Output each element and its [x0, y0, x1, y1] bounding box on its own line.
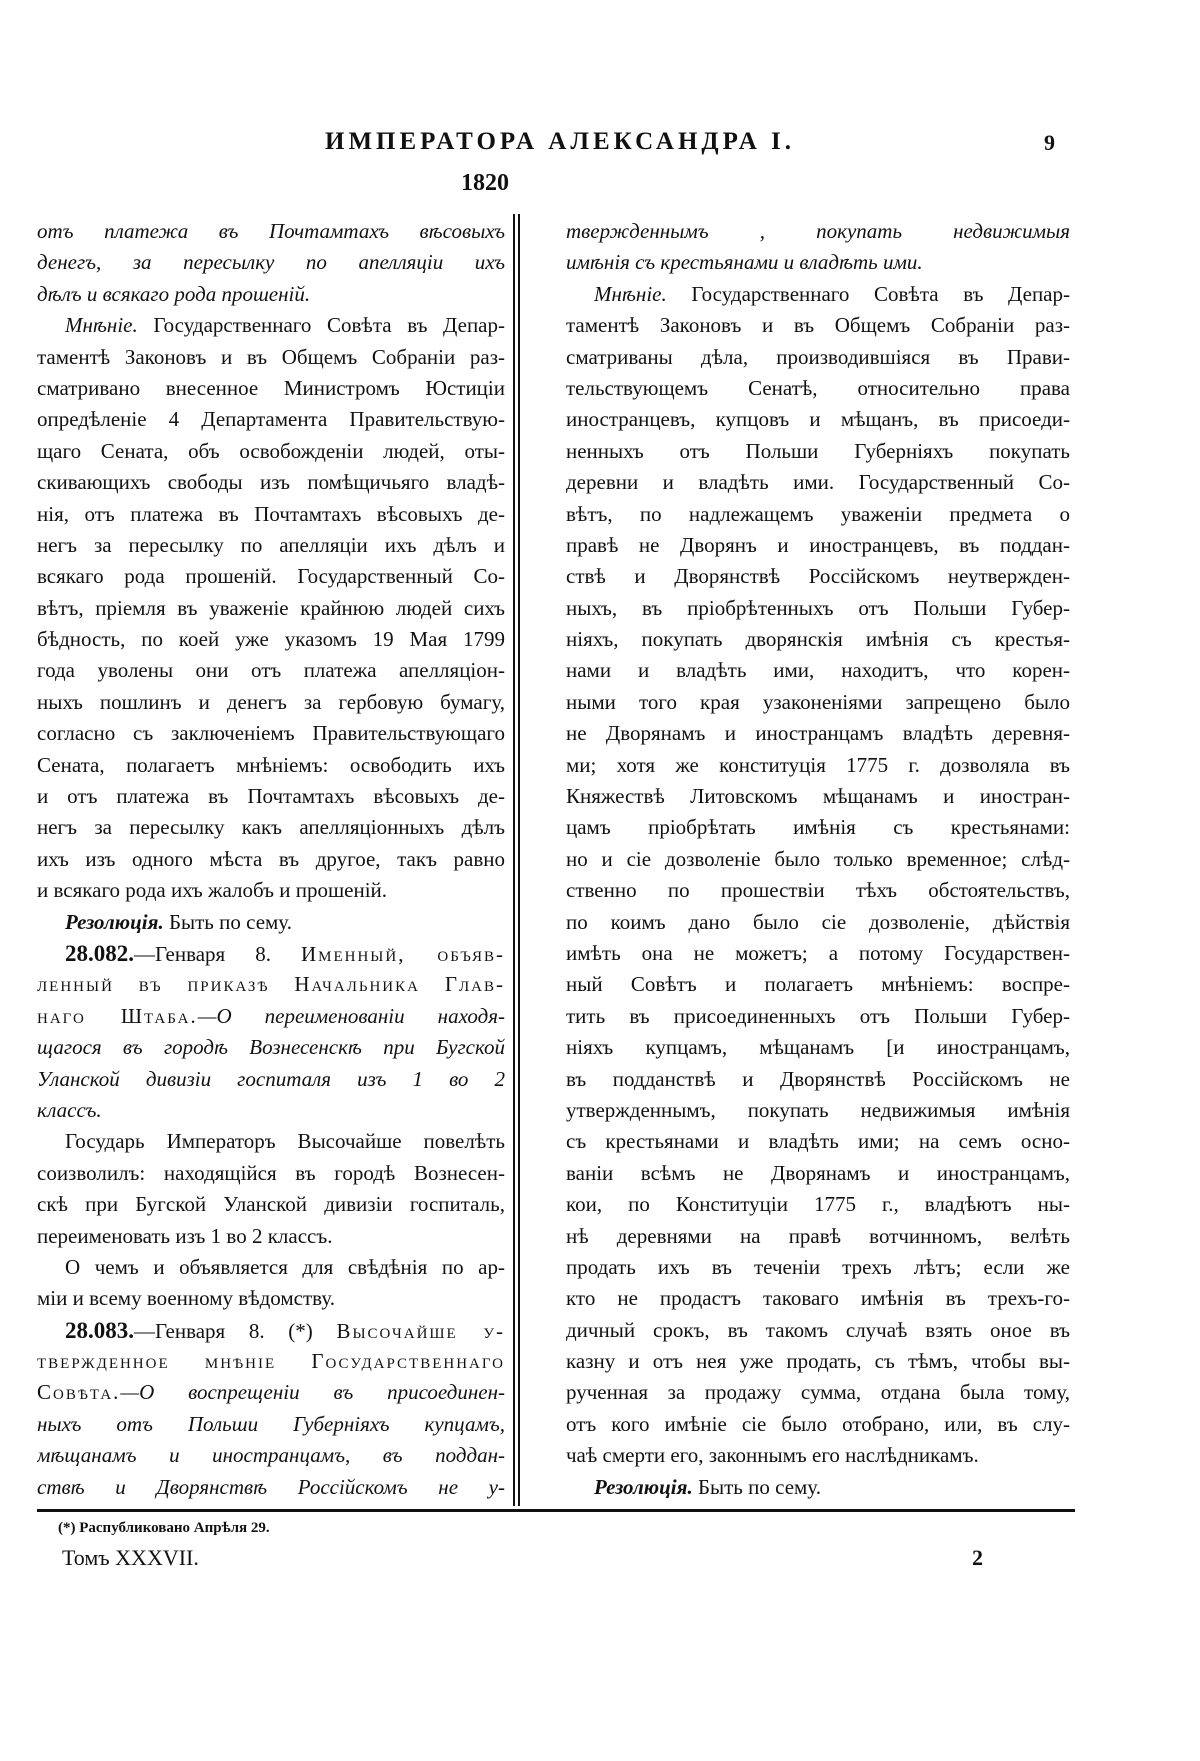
text-line	[566, 342, 1070, 373]
text-line	[566, 1126, 1070, 1157]
text-segment: таментѣ Законовъ и въ Общемъ Собраніи раз-	[566, 313, 1070, 338]
text-line	[37, 342, 505, 373]
text-segment: О чемъ и объявляется для свѣдѣнія по ар-	[65, 1254, 505, 1279]
text-segment: ми; хотя же конституція 1775 г. дозволяла въ	[566, 752, 1070, 777]
text-segment: Государственнаго Совѣта въ Депар-	[137, 313, 505, 338]
text-segment: имѣть она не можетъ; а потому Государствен-	[566, 940, 1070, 965]
text-line	[37, 624, 505, 655]
text-line	[37, 279, 505, 310]
text-segment: года уволены они отъ платежа апелляціон-	[37, 658, 505, 683]
text-line	[37, 1409, 505, 1440]
column-divider	[518, 214, 520, 1506]
year-heading: 1820	[461, 170, 509, 196]
text-segment: ваніи всѣмъ не Дворянамъ и иностранцамъ,	[566, 1160, 1070, 1185]
text-segment: денегъ, за пересылку по апелляціи ихъ	[37, 250, 505, 275]
text-segment: Высочайше у-	[336, 1318, 505, 1343]
text-line	[566, 1001, 1070, 1032]
text-segment: дичный срокъ, въ такомъ случаѣ взять оное въ	[566, 1317, 1070, 1342]
running-head-title: ИМПЕРАТОРА АЛЕКСАНДРА I.	[325, 128, 795, 155]
text-segment: скѣ при Бугской Уланской дивизіи госпиталь,	[37, 1192, 505, 1217]
text-line	[37, 1032, 505, 1063]
text-segment: Совѣта.	[37, 1380, 121, 1405]
text-segment: —Генваря 8. (*)	[134, 1318, 337, 1343]
text-line	[566, 1283, 1070, 1314]
text-line	[37, 1377, 505, 1408]
text-line	[566, 750, 1070, 781]
text-segment: опредѣленіе 4 Департамента Правительствую-	[37, 407, 505, 432]
text-line	[37, 499, 505, 530]
text-line	[566, 1158, 1070, 1189]
text-segment: Уланской дивизіи госпиталя изъ 1 во 2	[37, 1066, 505, 1091]
text-segment: ихъ изъ одного мѣста въ другое, такъ равно	[37, 846, 505, 871]
text-line	[566, 1095, 1070, 1126]
text-line	[37, 1252, 505, 1283]
text-line	[566, 1346, 1070, 1377]
text-segment: вѣтъ, пріемля въ уваженіе крайнюю людей сихъ	[37, 595, 505, 620]
text-line	[37, 844, 505, 875]
text-segment: ный Совѣтъ и полагаетъ мнѣніемъ: воспре-	[566, 972, 1070, 997]
column-divider	[513, 214, 515, 1506]
text-segment: ствѣ и Дворянствѣ Россійскомъ не у-	[37, 1474, 505, 1499]
text-segment: продать ихъ въ теченіи трехъ лѣтъ; если же	[566, 1254, 1070, 1279]
text-segment: щаго Сената, объ освобожденіи людей, оты-	[37, 438, 505, 463]
text-line	[37, 1315, 505, 1346]
text-line	[37, 1001, 505, 1032]
text-line	[566, 561, 1070, 592]
text-segment: по коимъ дано было сіе дозволеніе, дѣйствія	[566, 909, 1070, 934]
text-segment: рученная за продажу сумма, отдана была тому,	[566, 1380, 1070, 1405]
text-segment: —О воспрещеніи въ присоединен-	[120, 1380, 505, 1405]
text-line	[37, 1189, 505, 1220]
text-segment: но и сіе дозволеніе было только временное; слѣд-	[566, 846, 1070, 871]
text-segment: отъ кого имѣніе сіе было отобрано, или, въ слу-	[566, 1411, 1070, 1436]
text-segment: тельствующемъ Сенатѣ, относительно права	[566, 375, 1070, 400]
text-line	[566, 969, 1070, 1000]
text-segment: нѣ деревнями на правѣ вотчинномъ, велѣть	[566, 1223, 1070, 1248]
text-line	[37, 875, 505, 906]
text-line	[37, 907, 505, 938]
text-segment: ныхъ пошлинъ и денегъ за гербовую бумагу,	[37, 689, 505, 714]
text-line	[566, 812, 1070, 843]
text-line	[566, 247, 1070, 278]
text-segment: Резолюція.	[65, 909, 164, 934]
text-line	[37, 718, 505, 749]
text-line	[37, 436, 505, 467]
text-segment: цамъ пріобрѣтать имѣнія съ крестьянами:	[566, 815, 1070, 840]
text-segment: утвержденнымъ, покупать недвижимыя имѣнія	[566, 1097, 1070, 1122]
text-line	[566, 373, 1070, 404]
text-line	[566, 216, 1070, 247]
text-segment: 28.082.	[65, 940, 134, 966]
text-line	[566, 1377, 1070, 1408]
text-segment: —О переименованіи находя-	[197, 1003, 505, 1028]
text-line	[566, 1189, 1070, 1220]
text-line	[37, 655, 505, 686]
text-segment: тить въ присоединенныхъ отъ Польши Губер-	[566, 1003, 1070, 1028]
text-segment: Быть по сему.	[692, 1474, 821, 1499]
text-line	[566, 1440, 1070, 1471]
text-line	[37, 781, 505, 812]
text-line	[37, 467, 505, 498]
text-line	[566, 436, 1070, 467]
text-segment: нія, отъ платежа въ Почтамтахъ вѣсовыхъ де-	[37, 501, 505, 526]
text-line	[37, 373, 505, 404]
text-segment: нами и владѣть ими, находитъ, что корен-	[566, 658, 1070, 683]
text-line	[566, 844, 1070, 875]
text-line	[37, 561, 505, 592]
text-line	[37, 1283, 505, 1314]
text-segment: Мнѣніе.	[594, 281, 667, 306]
text-line	[37, 938, 505, 969]
text-line	[566, 593, 1070, 624]
text-segment: ными того края узаконеніями запрещено было	[566, 689, 1070, 714]
text-segment: Резолюція.	[594, 1474, 693, 1499]
text-segment: 28.083.	[65, 1317, 134, 1343]
text-segment: въ подданствѣ и Дворянствѣ Россійскомъ не	[566, 1066, 1070, 1091]
text-segment: согласно съ заключеніемъ Правительствующаго	[37, 721, 505, 746]
text-line	[37, 404, 505, 435]
text-line	[566, 310, 1070, 341]
text-line	[566, 1064, 1070, 1095]
text-segment: ненныхъ отъ Польши Губерніяхъ покупать	[566, 438, 1070, 463]
text-line	[37, 1064, 505, 1095]
text-line	[37, 310, 505, 341]
text-segment: Княжествѣ Литовскомъ мѣщанамъ и иностран-	[566, 784, 1070, 809]
text-segment: ленный въ приказѣ Начальника Глав-	[37, 972, 505, 997]
text-segment: Государь Императоръ Высочайше повелѣть	[65, 1129, 505, 1154]
text-segment: не Дворянамъ и иностранцамъ владѣть деревня-	[566, 721, 1070, 746]
text-segment: скивающихъ свободы изъ помѣщичьяго владѣ-	[37, 470, 505, 495]
text-line	[566, 624, 1070, 655]
text-segment: иностранцевъ, купцовъ и мѣщанъ, въ присоеди-	[566, 407, 1070, 432]
text-line	[566, 1472, 1070, 1503]
right-column	[566, 216, 1070, 1503]
text-segment: негъ за пересылку какъ апелляціонныхъ дѣлъ	[37, 815, 505, 840]
text-segment: ніяхъ купцамъ, мѣщанамъ [и иностранцамъ,	[566, 1035, 1070, 1060]
left-column	[37, 216, 505, 1503]
text-line	[566, 907, 1070, 938]
text-line	[566, 1315, 1070, 1346]
text-line	[566, 279, 1070, 310]
text-segment: отъ платежа въ Почтамтахъ вѣсовыхъ	[37, 219, 505, 243]
text-segment: Мнѣніе.	[65, 313, 138, 338]
text-line	[566, 1221, 1070, 1252]
text-segment: твержденнымъ , покупать недвижимыя	[566, 219, 1070, 243]
text-segment: правѣ не Дворянъ и иностранцевъ, въ поддан-	[566, 532, 1070, 557]
text-segment: дѣлъ и всякаго рода прошеній.	[37, 281, 311, 306]
text-segment: негъ за пересылку по апелляціи ихъ дѣлъ и	[37, 532, 505, 557]
text-line	[566, 1409, 1070, 1440]
text-line	[566, 530, 1070, 561]
text-line	[37, 750, 505, 781]
text-segment: ственно по прошествіи тѣхъ обстоятельствъ,	[566, 878, 1070, 903]
text-segment: наго Штаба.	[37, 1003, 198, 1028]
text-segment: Государственнаго Совѣта въ Депар-	[666, 281, 1070, 306]
text-segment: Быть по сему.	[163, 909, 292, 934]
text-line	[566, 875, 1070, 906]
text-segment: соизволилъ: находящійся въ городѣ Вознесен-	[37, 1160, 505, 1185]
footnote-rule	[37, 1509, 1075, 1512]
text-line	[566, 467, 1070, 498]
text-line	[37, 1440, 505, 1471]
text-line	[566, 1252, 1070, 1283]
text-line	[37, 247, 505, 278]
text-segment: таментѣ Законовъ и въ Общемъ Собраніи раз-	[37, 344, 505, 369]
text-segment: ныхъ отъ Польши Губерніяхъ купцамъ,	[37, 1411, 505, 1436]
text-line	[37, 969, 505, 1000]
text-line	[37, 1472, 505, 1503]
text-segment: щагося въ городѣ Вознесенскѣ при Бугской	[37, 1035, 505, 1060]
text-segment: сматривано внесенное Министромъ Юстиціи	[37, 375, 505, 400]
text-line	[566, 781, 1070, 812]
text-line	[37, 1346, 505, 1377]
text-line	[566, 687, 1070, 718]
text-segment: казну и отъ нея уже продать, съ тѣмъ, чтобы вы-	[566, 1349, 1070, 1374]
text-line	[566, 718, 1070, 749]
text-line	[37, 1126, 505, 1157]
text-segment: мѣщанамъ и иностранцамъ, въ поддан-	[37, 1443, 505, 1468]
text-segment: классъ.	[37, 1097, 102, 1122]
text-segment: міи и всему военному вѣдомству.	[37, 1286, 336, 1311]
page-number: 9	[1044, 130, 1055, 155]
text-segment: и отъ платежа въ Почтамтахъ вѣсовыхъ де-	[37, 784, 505, 809]
text-line	[37, 812, 505, 843]
text-segment: переименовать изъ 1 во 2 классъ.	[37, 1223, 333, 1248]
text-line	[37, 1095, 505, 1126]
text-segment: ніяхъ, покупать дворянскія имѣнія съ крестья-	[566, 627, 1070, 652]
text-line	[37, 687, 505, 718]
text-segment: чаѣ смерти его, законнымъ его наслѣдникамъ.	[566, 1443, 979, 1468]
text-segment: всякаго рода прошеній. Государственный Со-	[37, 564, 505, 589]
text-line	[37, 593, 505, 624]
text-segment: кои, по Конституціи 1775 г., владѣютъ ны-	[566, 1192, 1070, 1217]
volume-label: Томъ XXXVII.	[62, 1545, 199, 1570]
text-line	[37, 1158, 505, 1189]
signature-mark: 2	[972, 1545, 983, 1570]
text-segment: деревни и владѣть ими. Государственный Со-	[566, 470, 1070, 495]
text-line	[37, 1221, 505, 1252]
footnote: (*) Распубликовано Апрѣля 29.	[58, 1520, 270, 1536]
text-line	[566, 938, 1070, 969]
text-segment: —Генваря 8.	[134, 941, 301, 966]
text-segment: ныхъ, въ пріобрѣтенныхъ отъ Польши Губер-	[566, 595, 1070, 620]
text-line	[566, 655, 1070, 686]
text-segment: ствѣ и Дворянствѣ Россійскомъ неутвержден-	[566, 564, 1070, 589]
text-line	[37, 216, 505, 247]
text-segment: бѣдность, по коей уже указомъ 19 Мая 1799	[37, 627, 505, 652]
text-segment: твержденное мнѣніе Государственнаго	[37, 1349, 505, 1374]
text-segment: сматриваны дѣла, производившіяся въ Прави-	[566, 344, 1070, 369]
text-line	[566, 499, 1070, 530]
text-segment: и всякаго рода ихъ жалобъ и прошеній.	[37, 878, 388, 903]
text-line	[566, 404, 1070, 435]
text-line	[37, 530, 505, 561]
text-segment: Сената, полагаетъ мнѣніемъ: освободить ихъ	[37, 752, 505, 777]
text-line	[566, 1032, 1070, 1063]
text-segment: Именный, объяв-	[300, 941, 505, 966]
text-segment: вѣтъ, по надлежащемъ уваженіи предмета о	[566, 501, 1070, 526]
text-segment: кто не продастъ таковаго имѣнія въ трехъ-го-	[566, 1286, 1070, 1311]
text-segment: имѣнія съ крестьянами и владѣть ими.	[566, 250, 923, 275]
text-segment: съ крестьянами и владѣть ими; на семъ осно-	[566, 1129, 1070, 1154]
